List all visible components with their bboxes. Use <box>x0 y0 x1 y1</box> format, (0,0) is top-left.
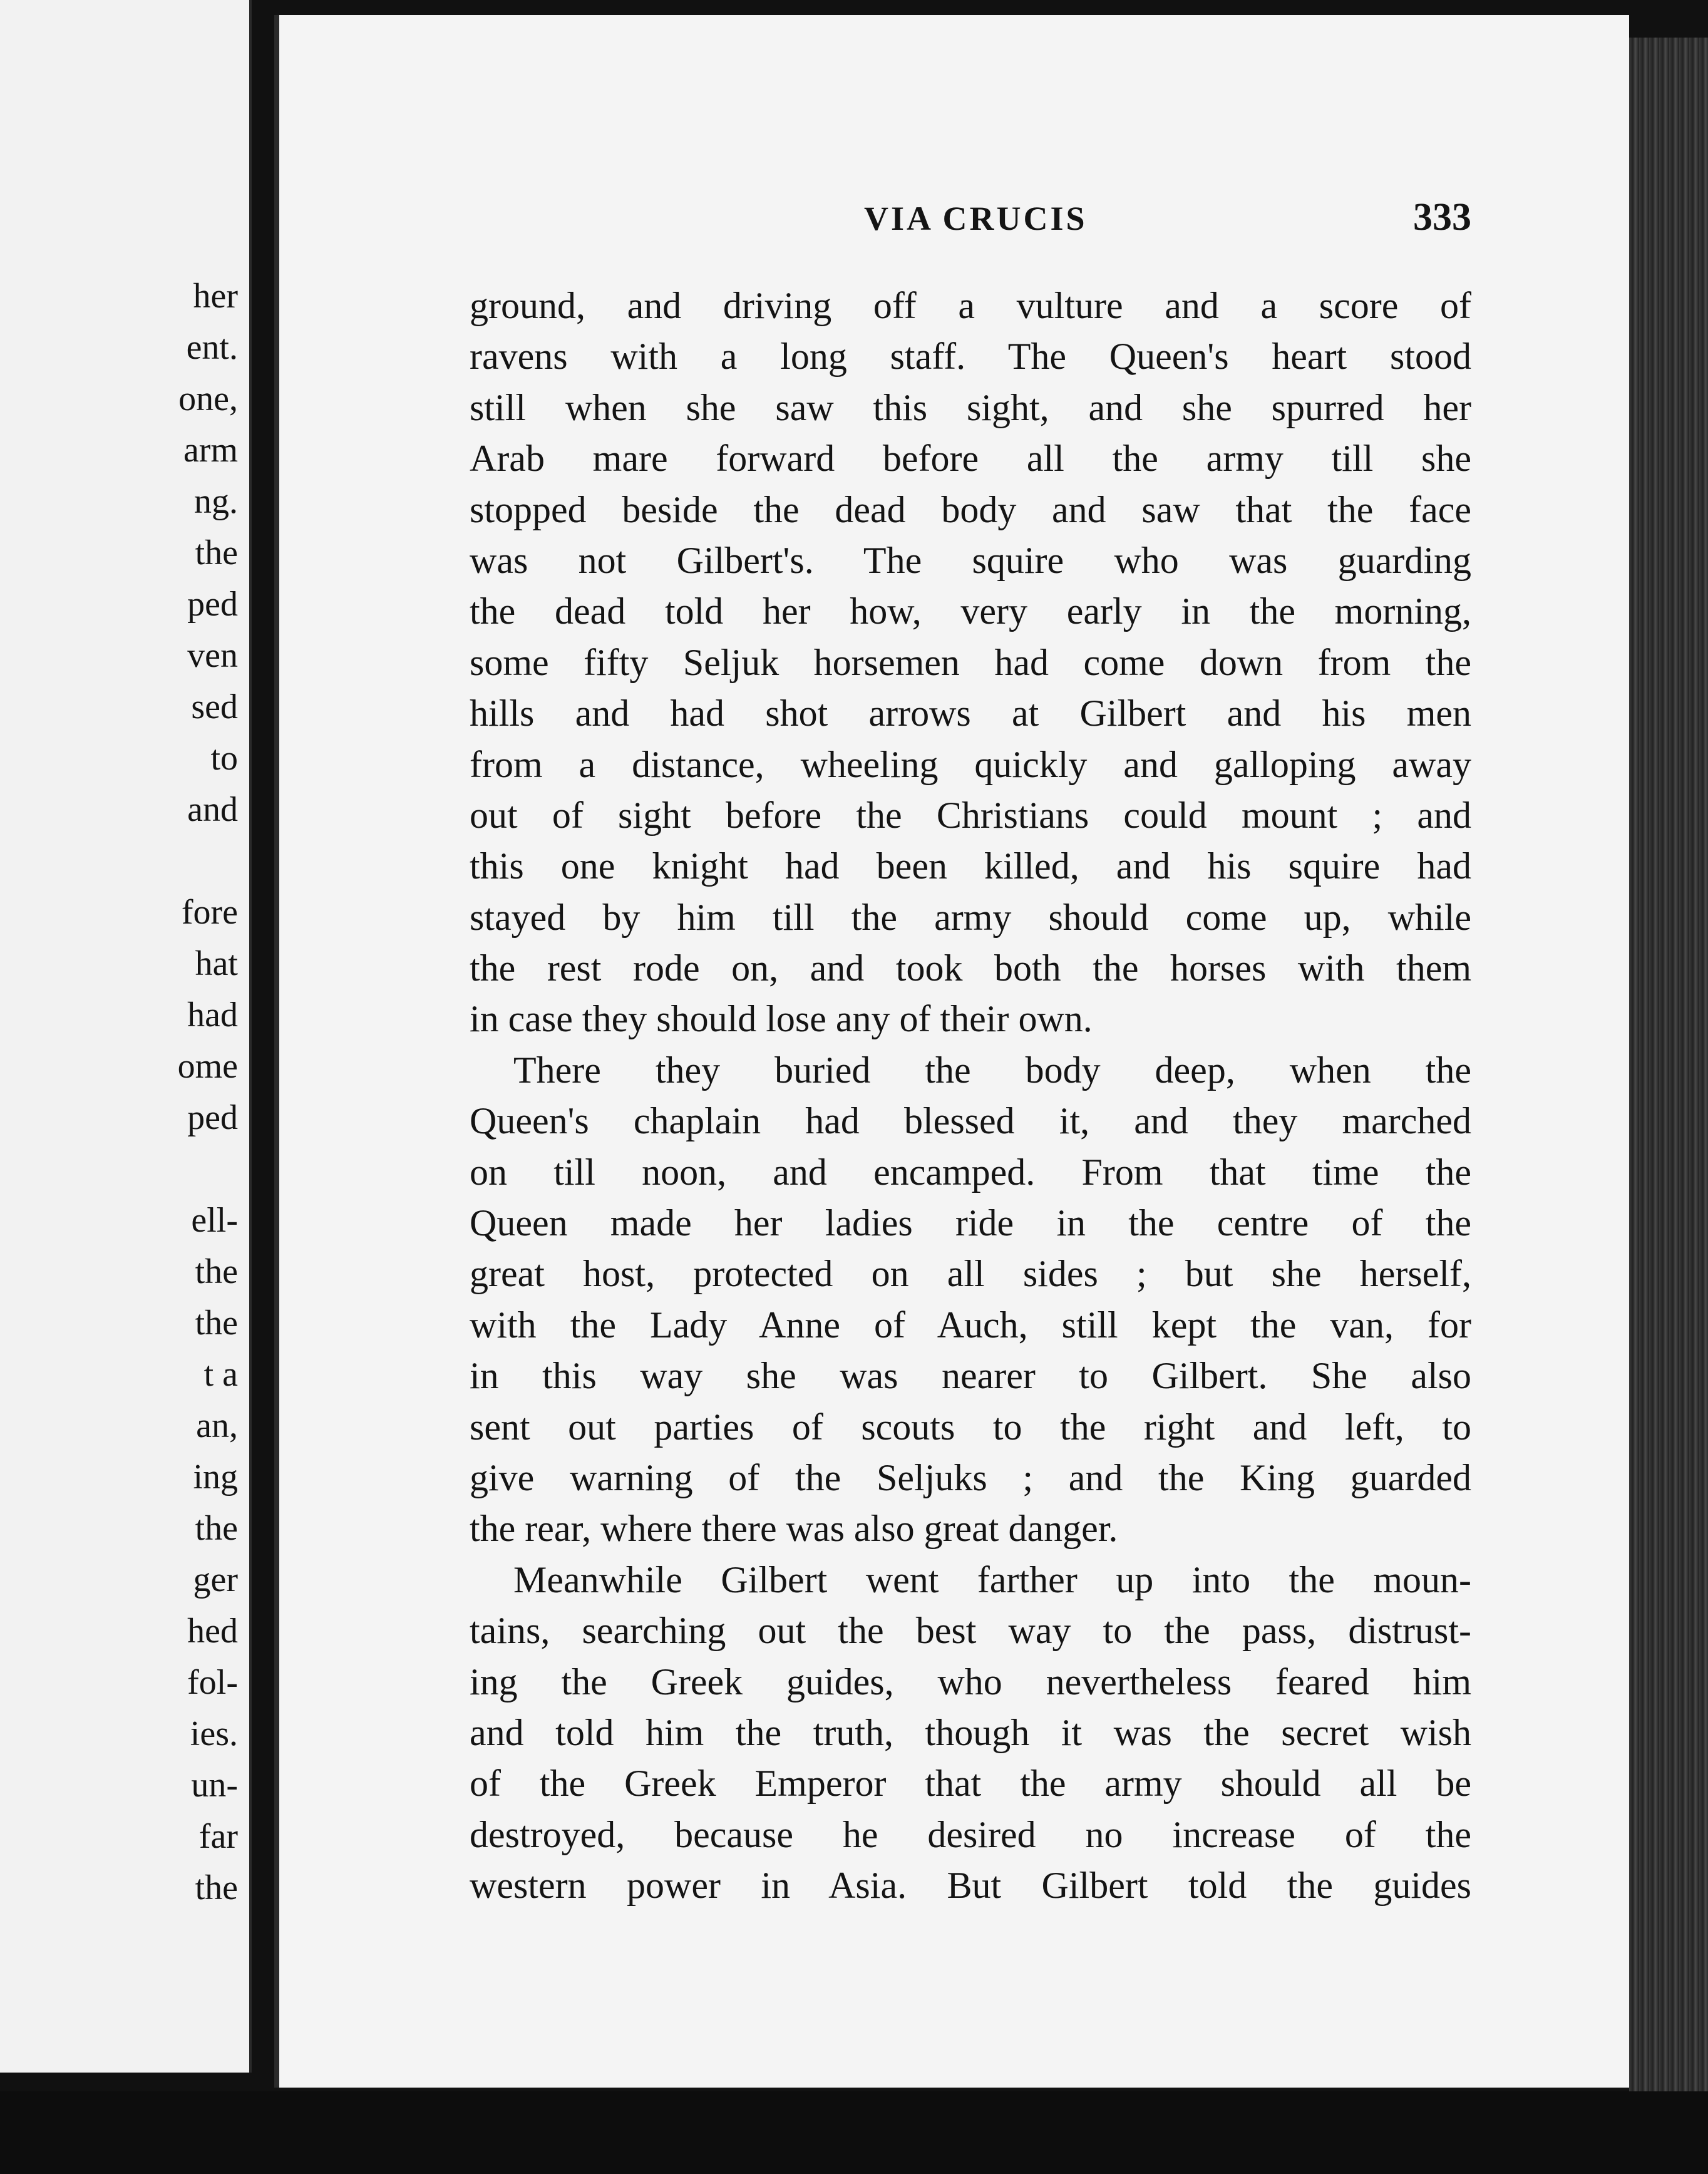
text-line: of the Greek Emperor that the army should all be <box>470 1763 1471 1805</box>
left-fragment: to <box>210 739 238 778</box>
text-line: hills and had shot arrows at Gilbert and his men <box>470 693 1471 734</box>
left-fragment <box>0 835 238 887</box>
text-line: great host, protected on all sides ; but she herself, <box>470 1253 1471 1295</box>
left-fragment: ent. <box>186 328 238 367</box>
text-line: some fifty Seljuk horsemen had come down from the <box>470 641 1471 683</box>
left-fragment: the <box>195 1868 238 1907</box>
left-fragment: ell- <box>191 1201 238 1240</box>
text-line: There they buried the body deep, when the <box>513 1049 1471 1091</box>
text-line: Arab mare forward before all the army till she <box>470 438 1471 480</box>
left-fragment: arm <box>183 431 238 470</box>
left-fragment: hed <box>187 1612 238 1651</box>
left-fragment: the <box>195 1252 238 1291</box>
text-line: this one knight had been killed, and his squire had <box>470 845 1471 887</box>
body-text <box>470 281 1471 1912</box>
text-line: stopped beside the dead body and saw that the face <box>470 488 1471 530</box>
left-fragment: the <box>195 533 238 572</box>
left-fragment: the <box>195 1304 238 1342</box>
text-line: stayed by him till the army should come up, while <box>470 896 1471 938</box>
left-fragment: ies. <box>190 1714 238 1753</box>
text-line: western power in Asia. But Gilbert told the guides <box>470 1865 1471 1907</box>
left-fragment: ped <box>187 585 238 624</box>
left-fragment: the <box>195 1509 238 1548</box>
left-fragment: her <box>193 277 238 316</box>
text-line: Queen's chaplain had blessed it, and they marched <box>470 1100 1471 1142</box>
left-fragment: had <box>187 996 238 1034</box>
text-line: still when she saw this sight, and she spurred her <box>470 386 1471 428</box>
left-fragment: fore <box>181 893 238 932</box>
text-line: Queen made her ladies ride in the centre of the <box>470 1202 1471 1244</box>
text-line: destroyed, because he desired no increase of the <box>470 1813 1471 1855</box>
text-line: from a distance, wheeling quickly and galloping away <box>470 743 1471 785</box>
left-fragment: an, <box>196 1406 238 1445</box>
text-line: tains, searching out the best way to the pass, distrust- <box>470 1610 1471 1652</box>
text-line: ground, and driving off a vulture and a score of <box>470 285 1471 326</box>
left-fragment <box>0 1143 238 1195</box>
running-title: VIA CRUCIS <box>864 200 1088 237</box>
text-line: the rear, where there was also great danger. <box>470 1508 1118 1550</box>
left-fragment: sed <box>191 688 238 726</box>
left-fragment: fol- <box>187 1663 238 1702</box>
left-fragment: one, <box>178 379 238 418</box>
left-fragment: ome <box>177 1047 238 1086</box>
text-line: and told him the truth, though it was the secret wish <box>470 1711 1471 1753</box>
text-line: on till noon, and encamped. From that time the <box>470 1151 1471 1193</box>
page-edge-stack <box>1629 38 1708 2166</box>
left-fragment: ped <box>187 1098 238 1137</box>
text-line: with the Lady Anne of Auch, still kept the van, for <box>470 1304 1471 1346</box>
text-line: give warning of the Seljuks ; and the King guarded <box>470 1456 1471 1498</box>
left-fragment: ger <box>193 1560 238 1599</box>
text-line: sent out parties of scouts to the right and left, to <box>470 1406 1471 1448</box>
left-page-line-fragments <box>0 270 238 1914</box>
left-fragment: t a <box>203 1355 238 1394</box>
text-line: ing the Greek guides, who nevertheless feared him <box>470 1661 1471 1703</box>
left-fragment: far <box>198 1817 238 1856</box>
left-fragment: hat <box>195 944 238 983</box>
text-line: the rest rode on, and took both the horses with them <box>470 947 1471 989</box>
text-line: the dead told her how, very early in the morning, <box>470 590 1471 632</box>
left-fragment: ven <box>187 636 238 675</box>
scanner-background <box>0 2091 1708 2174</box>
text-line: in case they should lose any of their own. <box>470 998 1093 1040</box>
left-fragment: un- <box>191 1766 238 1805</box>
text-line: out of sight before the Christians could mount ; and <box>470 794 1471 836</box>
text-line: was not Gilbert's. The squire who was guarding <box>470 539 1471 581</box>
left-fragment: ing <box>193 1458 238 1497</box>
left-page <box>0 0 252 2073</box>
text-line: in this way she was nearer to Gilbert. She also <box>470 1355 1471 1397</box>
left-fragment: ng. <box>194 482 238 521</box>
left-fragment: and <box>187 790 238 829</box>
text-line: Meanwhile Gilbert went farther up into the moun- <box>513 1558 1471 1600</box>
running-head <box>476 196 1471 249</box>
text-line: ravens with a long staff. The Queen's heart stood <box>470 336 1471 378</box>
page-number: 333 <box>1413 196 1471 239</box>
